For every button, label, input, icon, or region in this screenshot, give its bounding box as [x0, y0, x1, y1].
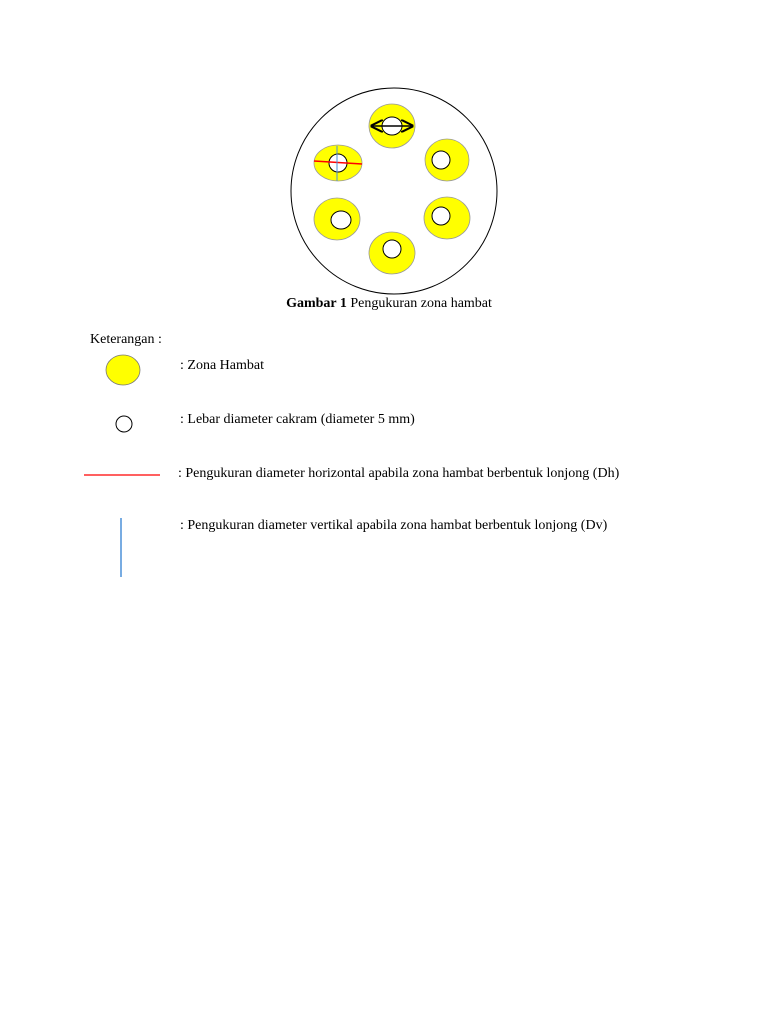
legend-item-vertical: : Pengukuran diameter vertikal apabila zona hambat berbentuk lonjong (Dv): [180, 518, 608, 533]
caption-label: Gambar 1: [286, 296, 347, 311]
legend-title: Keterangan :: [90, 332, 162, 347]
caption-text: Pengukuran zona hambat: [346, 296, 492, 311]
white-circle-icon: [116, 416, 132, 432]
legend-item-zona-hambat: : Zona Hambat: [180, 358, 264, 373]
yellow-ellipse-icon: [106, 355, 140, 385]
legend-item-diameter-cakram: : Lebar diameter cakram (diameter 5 mm): [180, 412, 415, 427]
legend-item-horizontal: : Pengukuran diameter horizontal apabila zona hambat berbentuk lonjong (Dh): [178, 466, 620, 481]
